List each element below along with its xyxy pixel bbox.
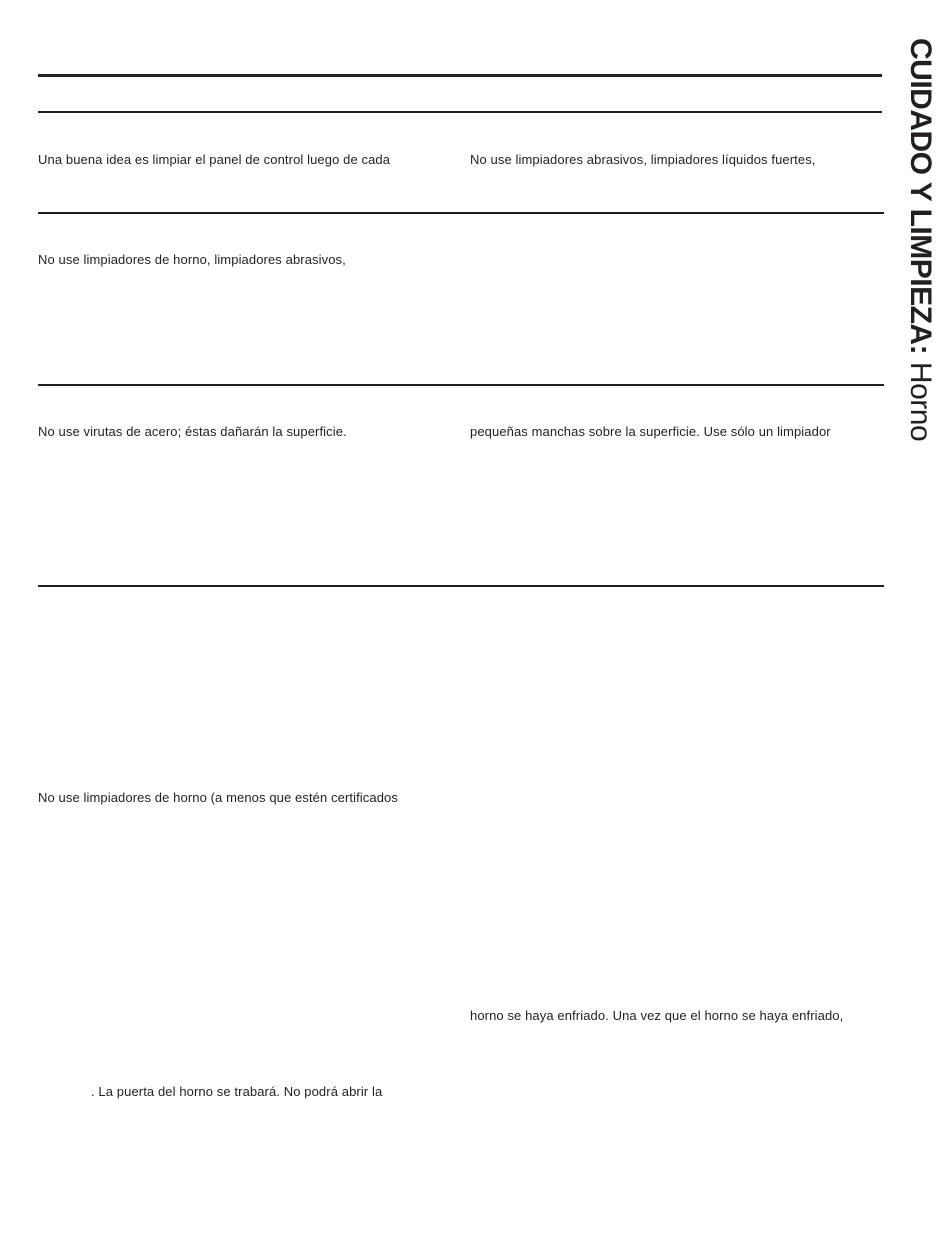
side-tab-title-light: Horno — [904, 361, 937, 442]
top-rule — [38, 74, 882, 77]
section-divider-3 — [38, 384, 884, 386]
side-tab-title — [904, 38, 936, 441]
self-clean-left-text: No use limpiadores de horno (a menos que estén certificados — [38, 790, 398, 805]
stainless-right-text: pequeñas manchas sobre la superficie. Use sólo un limpiador — [470, 424, 831, 439]
stainless-left-text: No use virutas de acero; éstas dañarán la superficie. — [38, 424, 347, 439]
exterior-left-text: No use limpiadores de horno, limpiadores abrasivos, — [38, 252, 346, 267]
section-divider-1 — [38, 111, 882, 113]
self-clean-right-text: horno se haya enfriado. Una vez que el horno se haya enfriado, — [470, 1008, 844, 1023]
side-tab — [904, 38, 936, 488]
control-panel-left-text: Una buena idea es limpiar el panel de control luego de cada — [38, 152, 391, 167]
section-divider-4 — [38, 585, 884, 587]
control-panel-right-text: No use limpiadores abrasivos, limpiadores líquidos fuertes, — [470, 152, 816, 167]
side-tab-title-bold: CUIDADO Y LIMPIEZA: — [904, 38, 937, 355]
self-clean-left-lower-text: . La puerta del horno se trabará. No podrá abrir la — [91, 1084, 383, 1099]
section-divider-2 — [38, 212, 884, 214]
